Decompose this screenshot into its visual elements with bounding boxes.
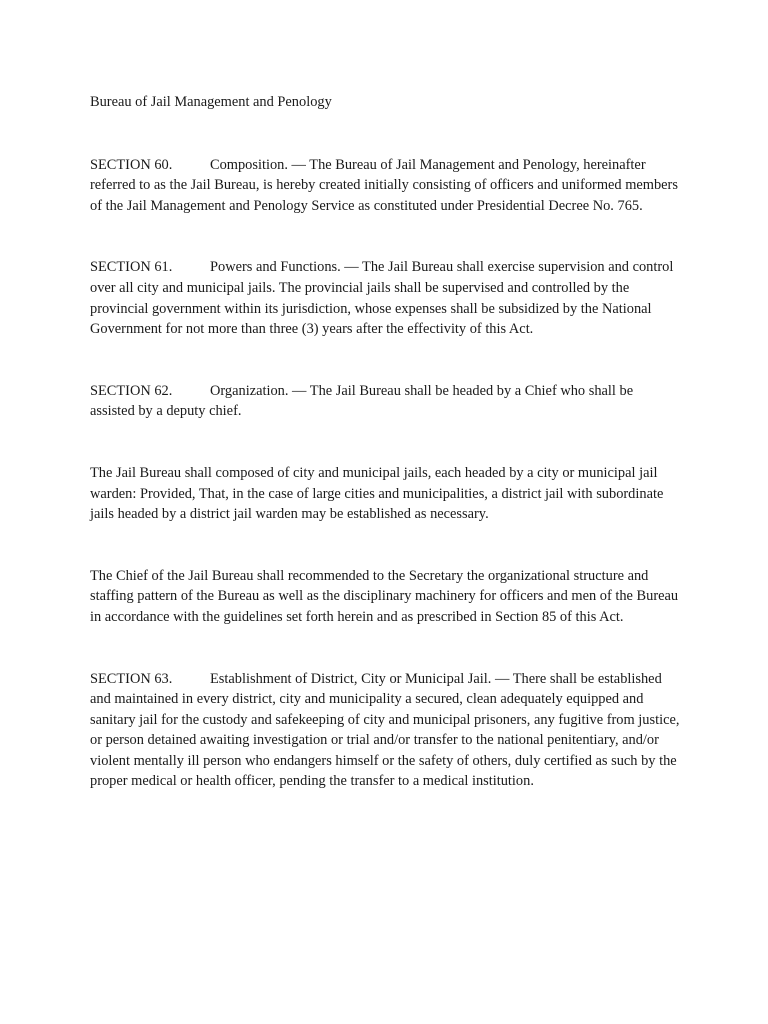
section-60-label: SECTION 60. [90, 156, 173, 173]
chief-recommendation-text: The Chief of the Jail Bureau shall recommended to the Secretary the organizational structure and staffing pattern of the Bureau as well as the disciplinary machinery for officers and men of the Bureau in accordance with the guidelines set forth herein and as prescribed in Section 85 of this Act. [90, 567, 679, 625]
section-61-text: Powers and Functions. — The Jail Bureau shall exercise supervision and control over all city and municipal jails. The provincial jails shall be supervised and controlled by the provincial government within its jurisdiction, whose expenses shall be subsidized by the National Government for not more than three (3) years after the effectivity of this Act. [90, 259, 674, 338]
section-61-label: SECTION 61. [90, 259, 173, 276]
chief-recommendation-paragraph [90, 566, 680, 628]
section-62-text: Organization. — The Jail Bureau shall be headed by a Chief who shall be assisted by a deputy chief. [90, 382, 634, 420]
jail-composition-paragraph [90, 463, 680, 525]
document-title: Bureau of Jail Management and Penology [90, 94, 332, 110]
section-62-paragraph [90, 381, 680, 422]
document-page [90, 92, 680, 833]
jail-composition-text: The Jail Bureau shall composed of city and municipal jails, each headed by a city or municipal jail warden: Provided, That, in the case of large cities and municipalities, a district jail with subordinate jails headed by a district jail warden may be established as necessary. [90, 464, 664, 523]
section-61-paragraph [90, 257, 680, 339]
section-63-text: Establishment of District, City or Municipal Jail. — There shall be established and maintained in every district, city and municipality a secured, clean adequately equipped and sanitary jail for the custody and safekeeping of city and municipal prisoners, any fugitive from justice, or person detained awaiting investigation or trial and/or transfer to the national penitentiary, and/or violent mentally ill person who endangers himself or the safety of others, duly certified as such by the proper medical or health officer, pending the transfer to a medical institution. [90, 670, 680, 790]
section-62-label: SECTION 62. [90, 382, 173, 399]
section-60-text: Composition. — The Bureau of Jail Management and Penology, hereinafter referred to as the Jail Bureau, is hereby created initially consisting of officers and uniformed members of the Jail Management and Penology Service as constituted under Presidential Decree No. 765. [90, 156, 678, 214]
section-60-paragraph [90, 155, 680, 217]
section-63-paragraph [90, 669, 680, 793]
section-63-label: SECTION 63. [90, 670, 173, 687]
